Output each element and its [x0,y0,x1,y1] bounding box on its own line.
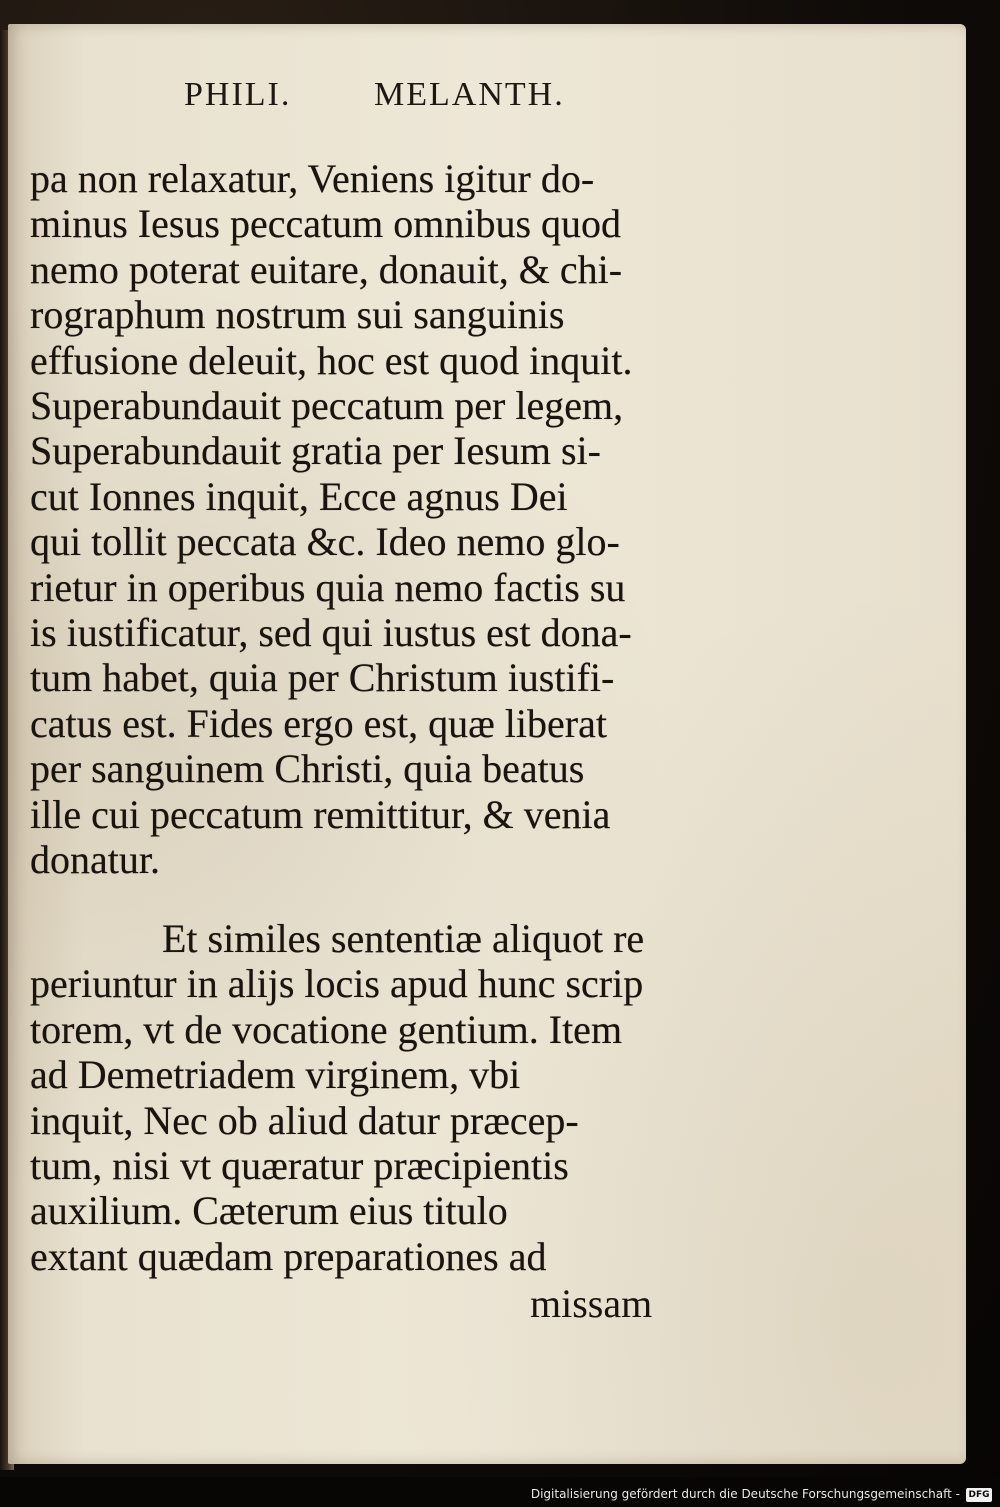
text-line: catus est. Fides ergo est, quæ liberat [30,700,607,746]
text-line: extant quædam preparationes ad [30,1233,547,1279]
text-line: effusione deleuit, hoc est quod inquit. [30,337,633,383]
catchword: missam [530,1281,653,1326]
text-line: Superabundauit gratia per Iesum si- [30,428,601,474]
text-line: Et similes sententiæ aliquot re [162,916,645,961]
footer-bar [0,1477,1000,1507]
paragraph-2 [30,916,682,1279]
text-line: auxilium. Cæterum eius titulo [30,1188,508,1234]
text-line: ad Demetriadem virginem, vbi [30,1052,521,1098]
text-line: periuntur in alijs locis apud hunc scrip [30,961,644,1007]
text-line: Superabundauit peccatum per legem, [30,383,624,429]
book-page [8,24,966,1464]
text-line: rographum nostrum sui sanguinis [30,292,565,338]
text-line: ille cui peccatum remittitur, & venia [30,791,611,837]
text-line: qui tollit peccata &c. Ideo nemo glo- [30,519,620,565]
text-line: donatur. [30,837,160,883]
dfg-logo-icon: DFG [966,1488,992,1502]
text-line: pa non relaxatur, Veniens igitur do- [30,156,595,201]
text-line: tum habet, quia per Christum iustifi- [30,655,615,701]
text-line: cut Ionnes inquit, Ecce agnus Dei [30,473,568,519]
running-header-left: PHILI. [184,76,292,113]
text-line: tum, nisi vt quæratur præcipientis [30,1143,569,1189]
text-line: per sanguinem Christi, quia beatus [30,746,585,792]
text-line: torem, vt de vocatione gentium. Item [30,1006,623,1052]
funding-credit: Digitalisierung gefördert durch die Deutsche Forschungsgemeinschaft - [530,1487,960,1501]
text-line: minus Iesus peccatum omnibus quod [30,201,622,247]
text-line: rietur in operibus quia nemo factis su [30,564,626,610]
text-line: is iustificatur, sed qui iustus est dona- [30,610,632,656]
running-header-right: MELANTH. [374,76,565,113]
text-line: inquit, Nec ob aliud datur præcep- [30,1097,579,1143]
paragraph-1 [30,156,682,883]
text-line: nemo poterat euitare, donauit, & chi- [30,246,623,292]
